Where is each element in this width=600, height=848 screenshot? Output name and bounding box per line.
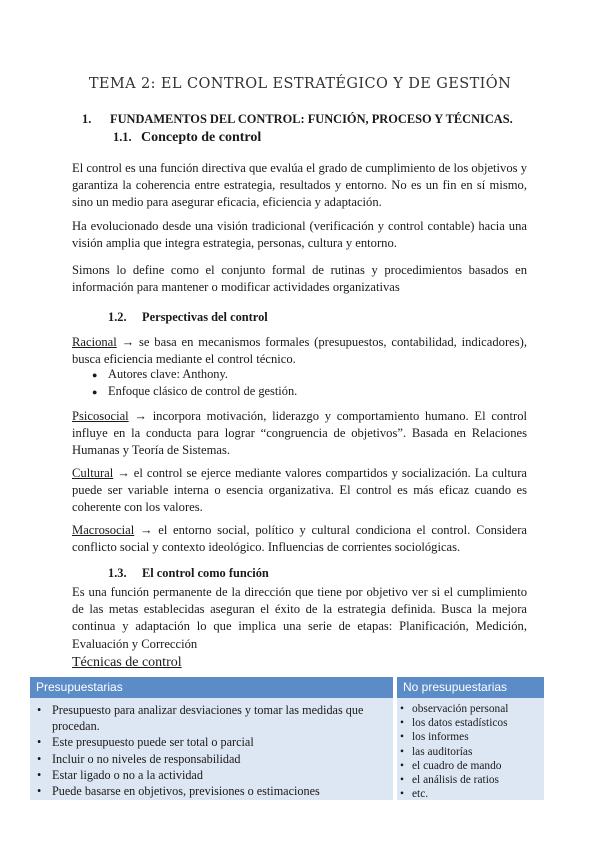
subsection-number: 1.3. xyxy=(108,566,127,580)
list-item: ● Autores clave: Anthony. xyxy=(92,366,297,383)
list-item: • Presupuesto para analizar desviaciones y tomar las medidas que procedan. xyxy=(36,702,389,734)
list-item: • Puede basarse en objetivos, previsiones o estimaciones xyxy=(36,783,389,799)
subsection-title: El control como función xyxy=(142,566,269,580)
presupuestarias-header: Presupuestarias xyxy=(30,677,393,698)
list-item: • los informes xyxy=(399,730,540,744)
no-presupuestarias-header: No presupuestarias xyxy=(397,677,544,698)
subsection-heading-1-3 xyxy=(108,566,269,581)
term-cultural: Cultural xyxy=(72,466,114,480)
list-item: • las auditorías xyxy=(399,745,540,759)
list-item: • Estar ligado o no a la actividad xyxy=(36,767,389,783)
perspective-text: → el entorno social, político y cultural condiciona el control. Considera conflicto social y contexto ideológico. Influencias de corrientes sociológicas. xyxy=(72,523,527,555)
list-item: • etc. xyxy=(399,787,540,801)
list-item: • Este presupuesto puede ser total o parcial xyxy=(36,734,389,750)
paragraph: Simons lo define como el conjunto formal de rutinas y procedimientos basados en información para mantener o modificar actividades organizativas xyxy=(72,263,527,295)
page-title: TEMA 2: EL CONTROL ESTRATÉGICO Y DE GESTIÓN xyxy=(88,76,512,92)
section-heading xyxy=(82,112,513,127)
no-presupuestarias-box xyxy=(397,677,544,800)
no-presupuestarias-list xyxy=(397,698,544,801)
presupuestarias-list xyxy=(30,698,393,799)
term-racional: Racional xyxy=(72,335,117,349)
perspective-psicosocial xyxy=(72,408,527,460)
term-psicosocial: Psicosocial xyxy=(72,409,129,423)
term-macrosocial: Macrosocial xyxy=(72,523,135,537)
perspective-macrosocial xyxy=(72,522,527,556)
list-item: • el cuadro de mando xyxy=(399,759,540,773)
subsection-number: 1.2. xyxy=(108,310,127,324)
subsection-heading-1-2 xyxy=(108,310,268,325)
perspective-text: → el control se ejerce mediante valores compartidos y socialización. La cultura puede ser variable interna o esencia organizativa. El control es más eficaz cuando es coherente con los valores. xyxy=(72,466,527,515)
tecnicas-title: Técnicas de control xyxy=(72,655,182,670)
section-number: 1. xyxy=(82,112,92,126)
paragraph: Ha evolucionado desde una visión tradicional (verificación y control contable) hacia una visión amplia que integra estrategia, personas, cultura y entorno. xyxy=(72,219,527,251)
section-title: FUNDAMENTOS DEL CONTROL: FUNCIÓN, PROCESO Y TÉCNICAS. xyxy=(110,112,513,126)
perspective-text: → incorpora motivación, liderazgo y comportamiento humano. El control influye en la conducta para lograr “congruencia de objetivos”. Basada en Relaciones Humanas y Teoría de Sistemas. xyxy=(72,409,527,458)
paragraph: Es una función permanente de la dirección que tiene por objetivo ver si el cumplimiento de las metas establecidas aseguran el éxito de la estrategia definida. Busca la mejora continua y adaptación lo que implica una serie de etapas: Planificación, Medición, Evaluación y Corrección xyxy=(72,585,527,651)
subsection-title: Concepto de control xyxy=(141,130,262,145)
racional-bullet-list xyxy=(92,366,297,400)
paragraph: El control es una función directiva que evalúa el grado de cumplimiento de los objetivos y garantiza la coherencia entre estrategia, resultados y entorno. No es un fin en sí mismo, sino un medio para asegurar eficacia, eficiencia y adaptación. xyxy=(72,161,527,210)
subsection-heading-1-1 xyxy=(113,130,261,146)
list-item: ● Enfoque clásico de control de gestión. xyxy=(92,383,297,400)
list-item: • los datos estadísticos xyxy=(399,716,540,730)
list-item: • Incluir o no niveles de responsabilidad xyxy=(36,751,389,767)
list-item: • observación personal xyxy=(399,702,540,716)
perspective-text: → se basa en mecanismos formales (presupuestos, contabilidad, indicadores), busca eficiencia mediante el control técnico. xyxy=(72,335,527,367)
subsection-title: Perspectivas del control xyxy=(142,310,268,324)
perspective-racional xyxy=(72,334,527,368)
perspective-cultural xyxy=(72,465,527,517)
subsection-number: 1.1. xyxy=(113,130,132,144)
list-item: • el análisis de ratios xyxy=(399,773,540,787)
presupuestarias-box xyxy=(30,677,393,800)
